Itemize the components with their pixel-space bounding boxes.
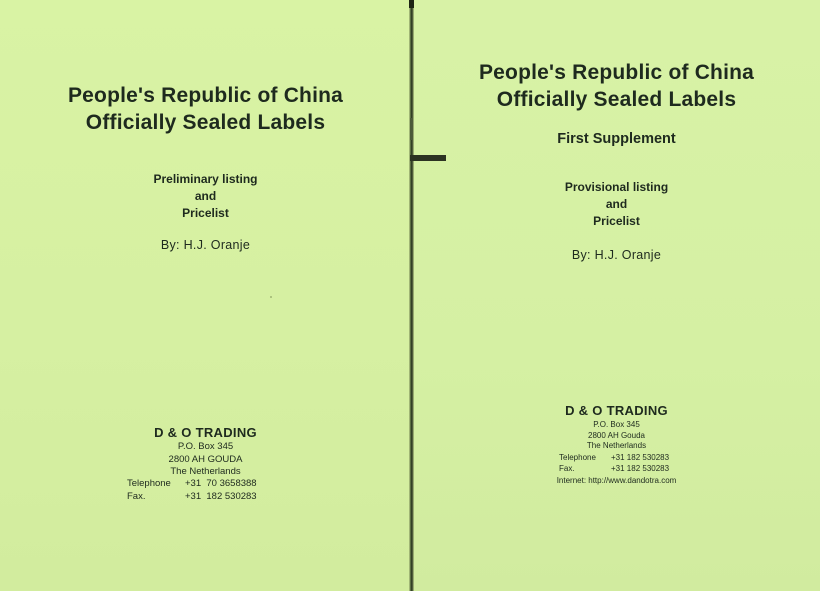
left-author: By: H.J. Oranje — [160, 238, 251, 252]
right-internet: Internet: http://www.dandotra.com — [556, 476, 677, 485]
left-title-line-2: Officially Sealed Labels — [85, 111, 326, 134]
gutter-shadow — [409, 0, 414, 8]
left-subtitle-line: Pricelist — [182, 206, 229, 220]
right-subtitle — [413, 179, 820, 230]
right-title-line-1: People's Republic of China — [478, 61, 755, 84]
right-address-line: P.O. Box 345 — [593, 420, 640, 429]
left-fax-value: +31 182 530283 — [185, 490, 257, 502]
left-telephone-label: Telephone — [127, 478, 171, 489]
right-telephone-value: +31 182 530283 — [611, 453, 670, 462]
right-subtitle-line: Provisional listing — [564, 180, 669, 194]
right-fax-row — [559, 464, 709, 475]
left-address-line: The Netherlands — [170, 466, 241, 477]
right-title — [413, 59, 820, 113]
right-fax-label: Fax. — [559, 463, 575, 473]
left-telephone-value: +31 70 3658388 — [185, 478, 257, 489]
left-subtitle — [0, 171, 411, 222]
right-supplement: First Supplement — [557, 131, 676, 147]
left-title-line-1: People's Republic of China — [67, 84, 344, 107]
left-address-line: 2800 AH GOUDA — [168, 453, 243, 465]
left-telephone-row — [127, 478, 297, 491]
right-address — [413, 420, 820, 452]
right-contact — [559, 453, 709, 474]
right-author: By: H.J. Oranje — [571, 248, 662, 262]
page-edge-mark — [410, 118, 412, 140]
right-subtitle-line: Pricelist — [593, 214, 640, 228]
right-booklet-cover — [413, 0, 820, 591]
left-fax-row — [127, 491, 297, 504]
paper-speck — [270, 296, 272, 298]
right-telephone-row — [559, 453, 709, 464]
right-fax-value: +31 182 530283 — [611, 463, 670, 473]
bookmark-strip — [410, 155, 446, 161]
left-company-name: D & O TRADING — [154, 425, 257, 440]
right-address-line: The Netherlands — [586, 441, 647, 450]
left-fax-label: Fax. — [127, 490, 146, 502]
right-telephone-label: Telephone — [559, 453, 596, 462]
right-subtitle-line: and — [605, 197, 628, 211]
left-address — [0, 441, 411, 479]
right-address-line: 2800 AH Gouda — [588, 430, 645, 440]
book-gutter — [409, 0, 414, 591]
left-subtitle-line: Preliminary listing — [153, 172, 258, 186]
left-subtitle-line: and — [194, 189, 217, 203]
left-title — [0, 82, 411, 136]
left-contact — [127, 478, 297, 503]
right-company-name: D & O TRADING — [565, 403, 668, 418]
right-title-line-2: Officially Sealed Labels — [496, 88, 737, 111]
left-address-line: P.O. Box 345 — [177, 441, 234, 452]
